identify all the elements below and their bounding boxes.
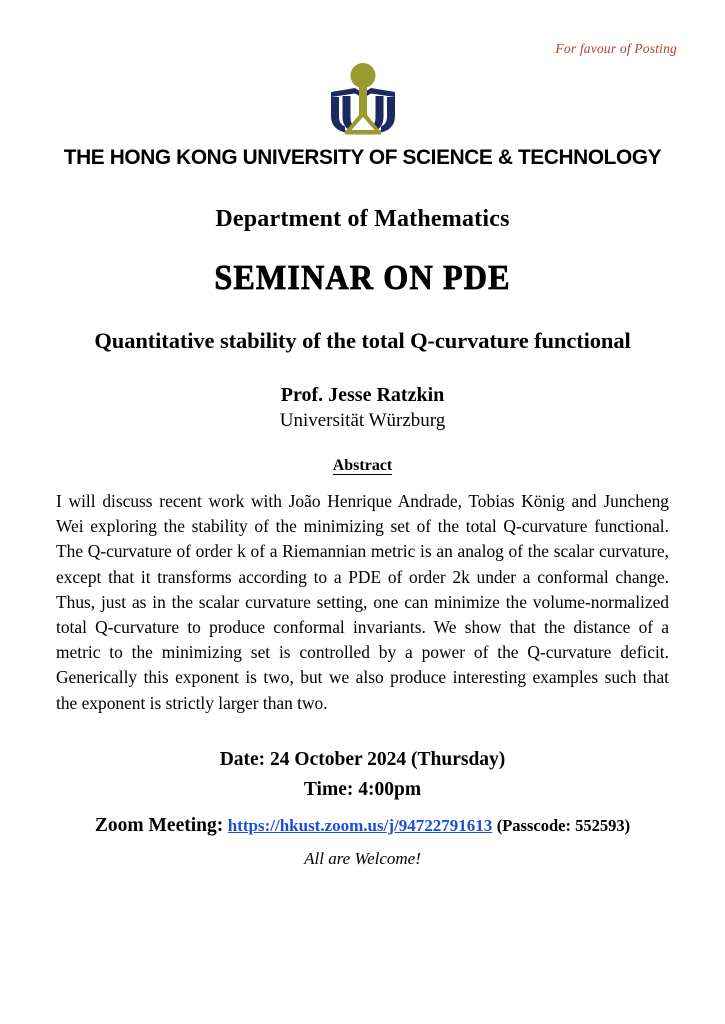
abstract-text: I will discuss recent work with João Henrique Andrade, Tobias König and Juncheng Wei exploring the stability of the minimizing set of the total Q-curvature functional. The Q-curvature of order k of a Riemannian metric is an analog of the scalar curvature, except that it transforms according to a PDE of order 2k under a conformal change. Thus, just as in the scalar curvature setting, one can minimize the volume-normalized total Q-curvature to produce conformal invariants. We show that the distance of a metric to the minimizing set is controlled by a power of the Q-curvature deficit. Generically this exponent is two, but we also produce interesting examples such that the exponent is strictly larger than two. [56,491,669,713]
talk-title: Quantitative stability of the total Q-curvature functional [94,328,631,353]
zoom-passcode: (Passcode: 552593) [496,816,631,835]
speaker-affiliation: Universität Würzburg [279,410,446,431]
hkust-logo-icon [325,62,401,136]
university-name: THE HONG KONG UNIVERSITY OF SCIENCE & TECHNOLOGY [63,145,662,169]
speaker-name: Prof. Jesse Ratzkin [280,384,445,406]
posting-note: For favour of Posting [555,41,677,56]
zoom-meeting-line [0,815,725,837]
zoom-meeting-label: Zoom Meeting: [94,815,224,836]
date-line: Date: 24 October 2024 (Thursday) [219,749,506,770]
department-name: Department of Mathematics [215,206,510,232]
zoom-meeting-link[interactable]: https://hkust.zoom.us/j/94722791613 [227,816,493,835]
welcome-note: All are Welcome! [304,849,421,868]
logo-container [0,62,725,136]
abstract-heading-text: Abstract [332,457,393,474]
abstract-heading [0,457,725,475]
seminar-series-title: SEMINAR ON PDE [214,258,511,297]
time-line: Time: 4:00pm [303,779,422,800]
